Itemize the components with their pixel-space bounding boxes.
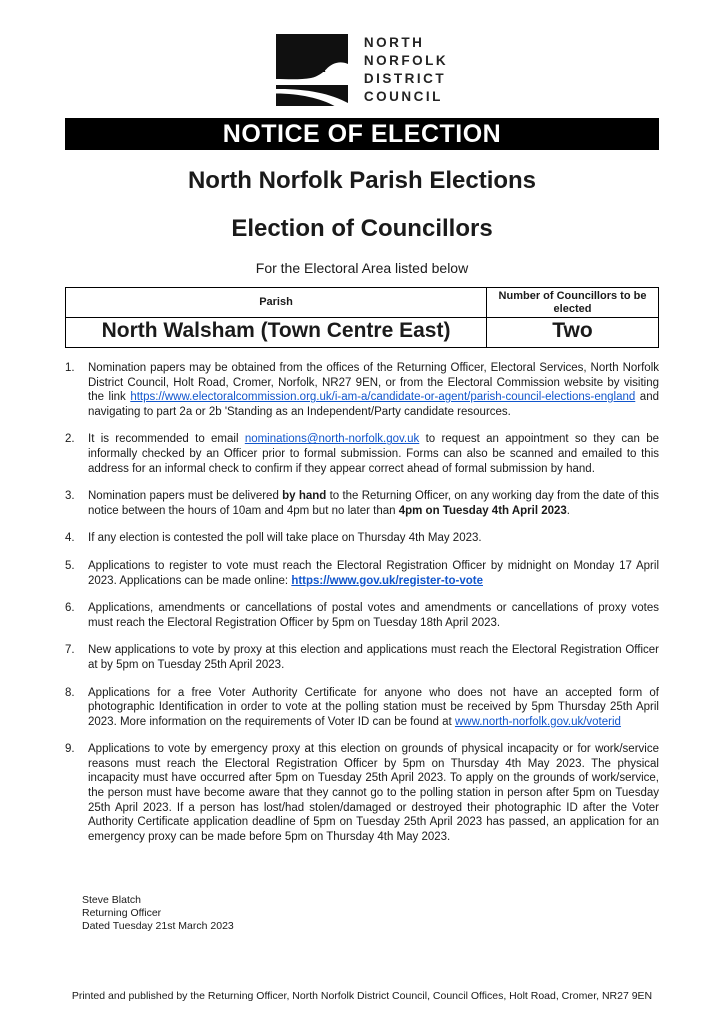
returning-officer-name: Steve Blatch bbox=[82, 894, 141, 907]
bold-text: by hand bbox=[282, 490, 327, 503]
notice-item-number: 2. bbox=[65, 433, 75, 446]
electoral-area-intro: For the Electoral Area listed below bbox=[255, 260, 469, 276]
council-logo-text bbox=[364, 34, 448, 106]
hyperlink[interactable]: www.north-norfolk.gov.uk/voterid bbox=[454, 715, 621, 728]
text-run: Applications to vote by emergency proxy at this election on grounds of physical incapacity or for work/service reasons must reach the Electoral Registration Officer by 5pm on Thursday 4th May 2023. The physical incapacity must have occurred after 5pm on Tuesday 25th April 2023. To apply on the grounds of work/service, the person must have become aware that they cannot go to the polling station in person after 5pm on Tuesday 25th April 2023. If a person has lost/had stolen/damaged or destroyed their photographic ID after the Voter Authority Certificate application deadline of 5pm on Tuesday 25th April 2023 has passed, an application for an emergency proxy can be made before 5pm on Thursday 4th May 2023. bbox=[88, 743, 659, 843]
council-logo-icon bbox=[276, 34, 348, 106]
returning-officer-role: Returning Officer bbox=[82, 907, 162, 920]
notice-item-text bbox=[88, 489, 659, 518]
text-run: If any election is contested the poll will take place on Thursday 4th May 2023. bbox=[88, 532, 482, 545]
text-run: Nomination papers must be delivered bbox=[88, 490, 283, 503]
notice-item-text bbox=[88, 742, 659, 844]
bold-text: 4pm on Tuesday 4th April 2023 bbox=[398, 504, 567, 517]
councillors-to-be-elected: Two bbox=[487, 318, 659, 348]
notice-item-number: 9. bbox=[65, 743, 75, 756]
notice-item bbox=[65, 361, 659, 419]
notice-item bbox=[65, 742, 659, 844]
text-run: It is recommended to email bbox=[88, 433, 245, 446]
notice-item-number: 8. bbox=[65, 686, 75, 699]
logo-line: COUNCIL bbox=[363, 89, 443, 104]
text-run: Applications for a free Voter Authority Certificate for anyone who does not have an accepted form of photographic Identification in order to vote at the polling station must be received by 5pm Thursday 25th April 2023. More information on the requirements of Voter ID can be found at bbox=[88, 686, 659, 728]
table-header-row bbox=[66, 288, 659, 318]
notice-item bbox=[65, 601, 659, 630]
hyperlink[interactable]: nominations@north-norfolk.gov.uk bbox=[244, 433, 420, 446]
column-header-councillors: Number of Councillors to be elected bbox=[487, 288, 659, 318]
page-subtitle: Election of Councillors bbox=[231, 215, 493, 242]
notice-item-number: 3. bbox=[65, 490, 75, 503]
table-row bbox=[66, 318, 659, 348]
page-title: North Norfolk Parish Elections bbox=[187, 167, 537, 194]
notice-of-election-banner: NOTICE OF ELECTION bbox=[65, 118, 659, 150]
notice-item-number: 7. bbox=[65, 644, 75, 657]
notice-item-text bbox=[88, 432, 659, 476]
text-run: New applications to vote by proxy at this election and applications must reach the Electoral Registration Officer at by 5pm on Tuesday 25th April 2023. bbox=[88, 644, 659, 671]
text-run: . bbox=[566, 504, 570, 517]
hyperlink[interactable]: https://www.gov.uk/register-to-vote bbox=[291, 574, 483, 587]
text-run: Nomination papers may be obtained from the offices of the Returning Officer, Electoral Services, North Norfolk District Council, Holt Road, Cromer, Norfolk, NR27 9EN, or from the Electoral Commission website by visiting the link bbox=[88, 362, 659, 404]
notice-item bbox=[65, 531, 659, 546]
logo-line: NORTH bbox=[363, 35, 425, 50]
signature-block bbox=[82, 894, 659, 933]
notice-item bbox=[65, 559, 659, 588]
council-masthead bbox=[65, 34, 659, 106]
hyperlink[interactable]: https://www.electoralcommission.org.uk/i-am-a/candidate-or-agent/parish-council-elections-england bbox=[130, 391, 636, 404]
notice-item-text bbox=[88, 686, 659, 730]
text-run: and navigating to part 2a or 2b 'Standing as an Independent/Party candidate resources. bbox=[88, 391, 659, 418]
text-run: Applications, amendments or cancellations of postal votes and amendments or cancellations of proxy votes must reach the Electoral Registration Officer by 5pm on Tuesday 18th April 2023. bbox=[88, 602, 659, 629]
notice-item-text bbox=[88, 601, 659, 630]
notice-item bbox=[65, 432, 659, 476]
notice-item-text bbox=[88, 643, 659, 672]
notice-item bbox=[65, 686, 659, 730]
notice-item-text bbox=[88, 531, 659, 546]
notice-date: Dated Tuesday 21st March 2023 bbox=[82, 920, 234, 933]
notice-item-number: 4. bbox=[65, 532, 75, 545]
notice-item-number: 1. bbox=[65, 362, 75, 374]
text-run: to the Returning Officer, on any working day from the date of this notice between the hours of 10am and 4pm but no later than bbox=[88, 490, 659, 517]
notice-item bbox=[65, 643, 659, 672]
notice-item-text bbox=[88, 559, 659, 588]
text-run: to request an appointment so they can be informally checked by an Officer prior to formal submission. Forms can also be scanned and emailed to this address for an informal check to confirm if they appear correct ahead of formal submission by hand. bbox=[88, 433, 659, 475]
text-run: Applications to register to vote must reach the Electoral Registration Officer by midnight on Monday 17 April 2023. Applications can be made online: bbox=[88, 559, 659, 587]
notice-items bbox=[65, 361, 659, 844]
notice-item-number: 6. bbox=[65, 602, 75, 615]
electoral-area-table bbox=[65, 287, 659, 348]
parish-name: North Walsham (Town Centre East) bbox=[66, 318, 487, 348]
notice-item-number: 5. bbox=[65, 559, 75, 572]
logo-line: DISTRICT bbox=[363, 71, 447, 86]
logo-line: NORFOLK bbox=[363, 53, 449, 68]
notice-item bbox=[65, 489, 659, 518]
column-header-parish: Parish bbox=[66, 288, 487, 318]
notice-item-text bbox=[88, 361, 659, 419]
imprint-line: Printed and published by the Returning Officer, North Norfolk District Council, Council Offices, Holt Road, Cromer, NR27 9EN bbox=[71, 990, 653, 1002]
